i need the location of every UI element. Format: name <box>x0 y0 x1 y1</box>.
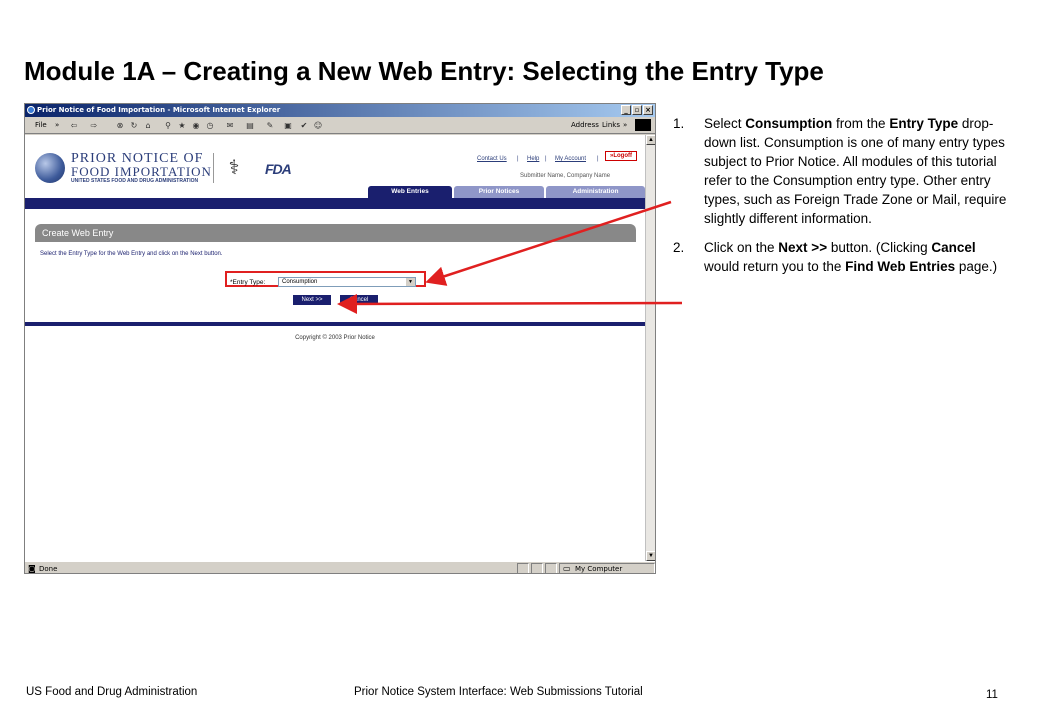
logo-line-1: PRIOR NOTICE OF <box>71 151 204 166</box>
step-item <box>673 114 1008 228</box>
browser-window-title: Prior Notice of Food Importation - Microsoft Internet Explorer <box>37 106 281 114</box>
cancel-button[interactable]: Cancel <box>340 295 378 305</box>
stop-icon[interactable]: ⊗ <box>116 121 124 130</box>
panel-title: Create Web Entry <box>35 224 636 242</box>
favorites-icon[interactable]: ★ <box>178 121 186 130</box>
copyright-text: Copyright © 2003 Prior Notice <box>295 335 375 341</box>
discuss-icon[interactable]: ▣ <box>284 121 292 130</box>
logo-line-3: UNITED STATES FOOD AND DRUG ADMINISTRATION <box>71 178 199 184</box>
computer-icon: ▭ <box>563 564 571 573</box>
tab-administration[interactable]: Administration <box>546 186 645 198</box>
hhs-eagle-icon: ⚕ <box>228 157 240 179</box>
mail-icon[interactable]: ✉ <box>226 121 234 130</box>
chevron-down-icon[interactable]: ▼ <box>406 278 415 286</box>
link-separator: | <box>597 156 599 162</box>
tab-web-entries[interactable]: Web Entries <box>368 186 452 198</box>
history-icon[interactable]: ◷ <box>206 121 214 130</box>
step-number: 1. <box>673 116 685 131</box>
step-text: Click on the Next >> button. (Clicking Cancel would return you to the Find Web Entries page.) <box>704 240 998 274</box>
edit-icon[interactable]: ✎ <box>266 121 274 130</box>
step-item <box>673 238 1008 276</box>
zone-text: My Computer <box>575 565 623 573</box>
menu-more[interactable]: » <box>55 121 60 129</box>
status-text: Done <box>39 565 58 573</box>
link-separator: | <box>545 156 547 162</box>
print-icon[interactable]: ▤ <box>246 121 254 130</box>
step-text: Select Consumption from the Entry Type drop-down list. Consumption is one of many entry types subject to Prior Notice. All modules of this tutorial refer to the Consumption entry type. Other entry types, such as Foreign Trade Zone or Mail, require slightly different information. <box>704 116 1007 226</box>
home-icon[interactable]: ⌂ <box>145 121 151 130</box>
footer-organization: US Food and Drug Administration <box>26 686 198 698</box>
logo-line-2: FOOD IMPORTATION <box>71 164 212 179</box>
arrow-to-next-button <box>342 303 682 304</box>
logoff-button[interactable]: »Logoff <box>605 151 637 161</box>
address-label: Address <box>571 121 599 129</box>
submitter-name: Submitter Name, Company Name <box>520 173 611 179</box>
close-icon[interactable]: × <box>643 105 653 115</box>
link-separator: | <box>517 156 519 162</box>
slide-title: Module 1A – Creating a New Web Entry: Selecting the Entry Type <box>24 56 824 86</box>
links-label[interactable]: Links <box>602 121 620 129</box>
maximize-button[interactable]: ▫ <box>632 105 642 115</box>
my-account-link[interactable]: My Account <box>555 156 587 162</box>
entry-type-label: *Entry Type: <box>230 279 266 286</box>
refresh-icon[interactable]: ↻ <box>130 121 138 130</box>
next-button[interactable]: Next >> <box>293 295 331 305</box>
tab-prior-notices[interactable]: Prior Notices <box>454 186 544 198</box>
scroll-up-icon[interactable]: ▲ <box>646 135 656 145</box>
menu-file[interactable]: File <box>35 121 47 129</box>
links-more[interactable]: » <box>623 121 628 129</box>
instruction-steps <box>673 114 1008 286</box>
search-icon[interactable]: ⚲ <box>165 121 171 130</box>
arrow-to-entry-type <box>430 202 671 281</box>
forward-icon[interactable]: ⇨ <box>90 121 98 130</box>
help-link[interactable]: Help <box>527 156 540 162</box>
check-icon[interactable]: ✔ <box>300 121 308 130</box>
page-number: 11 <box>986 689 998 701</box>
step-number: 2. <box>673 240 685 255</box>
messenger-icon[interactable]: ☺ <box>313 121 323 130</box>
fda-logo: FDA <box>265 161 291 177</box>
back-icon[interactable]: ⇦ <box>70 121 78 130</box>
minimize-button[interactable]: _ <box>621 105 631 115</box>
scroll-down-icon[interactable]: ▼ <box>646 551 656 561</box>
footer-tutorial-title: Prior Notice System Interface: Web Submissions Tutorial <box>354 686 643 698</box>
page-done-icon: ◙ <box>28 564 36 573</box>
instruction-text: Select the Entry Type for the Web Entry and click on the Next button. <box>40 251 223 257</box>
entry-type-value: Consumption <box>282 279 318 285</box>
contact-us-link[interactable]: Contact Us <box>477 156 507 162</box>
media-icon[interactable]: ◉ <box>192 121 200 130</box>
